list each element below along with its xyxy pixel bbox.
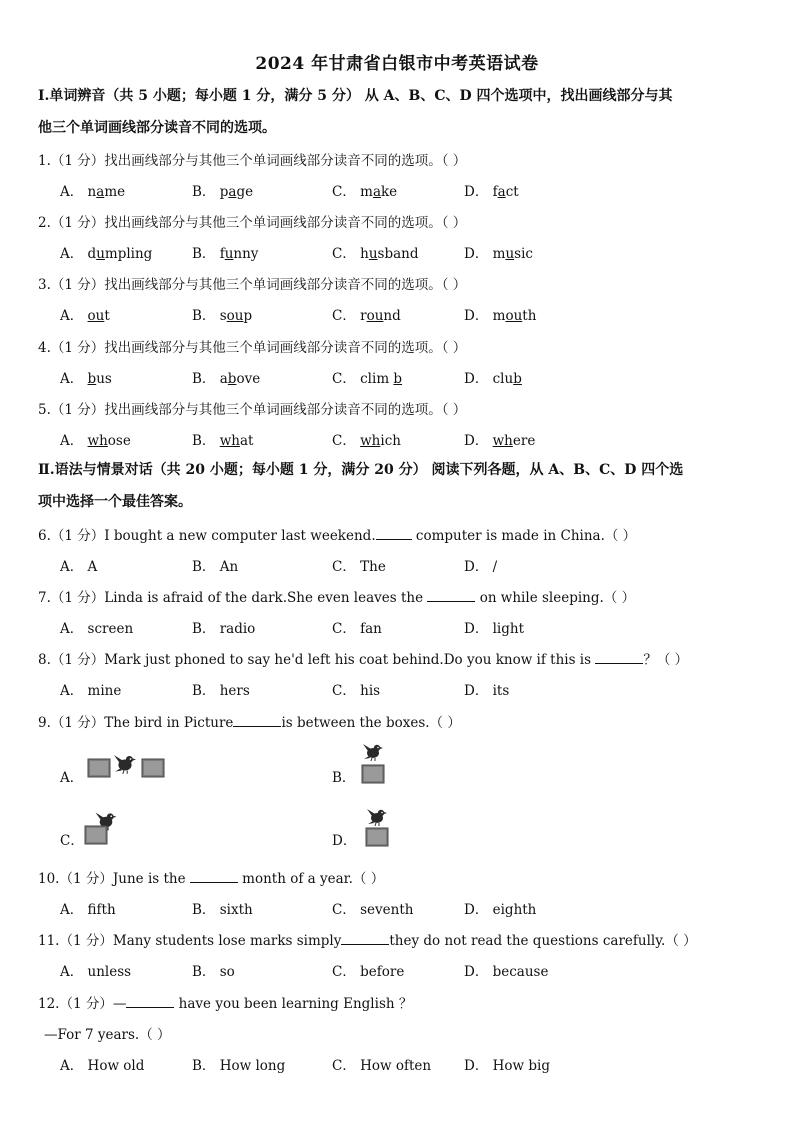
word-suffix: th — [522, 308, 537, 324]
option-b[interactable]: B． An — [192, 559, 239, 575]
question-7 — [38, 586, 760, 606]
word-suffix: ose — [107, 433, 131, 449]
underlined-part: b — [87, 371, 97, 387]
option-letter: A． — [60, 184, 88, 200]
word-suffix: ere — [512, 433, 536, 449]
question-12 — [38, 992, 760, 1012]
section-1-instructions — [38, 80, 760, 144]
question-reply-line: —For 7 years.（ ） — [44, 1027, 171, 1043]
box-right — [142, 759, 164, 777]
option-c[interactable] — [332, 242, 419, 262]
option-d[interactable]: D． eighth — [464, 902, 537, 918]
section-2-line-1: Ⅱ.语法与情景对话（共 20 小题；每小题 1 分，满分 20 分） 阅读下列各题，从 A、B、C、D 四个选 — [38, 462, 684, 478]
word-suffix: nd — [383, 308, 401, 324]
word-suffix: ich — [380, 433, 401, 449]
option-letter: A． — [60, 433, 88, 449]
word-prefix: f — [219, 246, 225, 262]
question-prompt: （1 分）找出画线部分与其他三个单词画线部分读音不同的选项。（ ） — [50, 277, 467, 293]
option-a[interactable] — [60, 304, 110, 324]
question-text-end: ？（ ） — [643, 652, 689, 668]
question-10 — [38, 867, 760, 887]
page-title: 2024 年甘肃省白银市中考英语试卷 — [255, 54, 539, 74]
bird-icon — [114, 755, 136, 774]
bird-icon — [367, 809, 387, 826]
bird-icon — [363, 744, 383, 761]
underlined-part: wh — [492, 433, 513, 449]
picture-c[interactable] — [82, 806, 124, 846]
picture-a[interactable] — [86, 745, 168, 779]
underlined-part: wh — [360, 433, 381, 449]
option-d[interactable]: D． — [332, 833, 357, 849]
word-prefix: clim — [360, 371, 394, 387]
option-b[interactable]: B． hers — [192, 683, 250, 699]
section-1-line-2: 他三个单词画线部分读音不同的选项。 — [38, 120, 276, 136]
option-letter: C． — [332, 371, 361, 387]
question-text-start: （1 分）I bought a new computer last weekend. — [50, 528, 376, 544]
option-letter: A． — [60, 308, 88, 324]
option-c[interactable]: C． The — [332, 559, 386, 575]
question-9 — [38, 711, 760, 731]
option-a[interactable] — [60, 429, 131, 449]
option-letter: B． — [192, 184, 220, 200]
option-b[interactable]: B． so — [192, 964, 235, 980]
option-c[interactable] — [332, 429, 401, 449]
question-1 — [38, 149, 760, 169]
underlined-part: b — [227, 371, 237, 387]
answer-blank — [341, 932, 389, 945]
question-number: 7. — [38, 590, 51, 606]
word-prefix: p — [219, 184, 229, 200]
answer-blank — [376, 527, 412, 540]
option-d[interactable]: D． because — [464, 964, 549, 980]
option-letter: C． — [332, 246, 361, 262]
word-prefix: r — [360, 308, 367, 324]
question-prompt: （1 分）找出画线部分与其他三个单词画线部分读音不同的选项。（ ） — [50, 153, 467, 169]
question-text-start: （1 分）The bird in Picture — [50, 715, 234, 731]
word-suffix: me — [104, 184, 126, 200]
option-letter: A． — [60, 246, 88, 262]
word-suffix: ge — [236, 184, 254, 200]
option-letter: D． — [464, 371, 493, 387]
question-number: 11. — [38, 933, 60, 949]
underlined-part: b — [393, 371, 403, 387]
word-prefix: a — [219, 371, 228, 387]
word-suffix: ct — [505, 184, 519, 200]
question-text-end: is between the boxes.（ ） — [281, 715, 461, 731]
question-text-start: （1 分）Many students lose marks simply — [59, 933, 342, 949]
section-1-line-1: Ⅰ.单词辨音（共 5 小题；每小题 1 分，满分 5 分） 从 A、B、C、D 四个选项中，找出画线部分与其 — [38, 88, 673, 104]
question-text-start: （1 分）June is the — [59, 871, 190, 887]
option-d[interactable]: D． How big — [464, 1058, 550, 1074]
picture-d[interactable] — [360, 806, 396, 848]
word-suffix: nny — [233, 246, 259, 262]
question-number: 3. — [38, 277, 51, 293]
question-number: 12. — [38, 996, 60, 1012]
option-letter: A． — [60, 371, 88, 387]
option-c[interactable] — [332, 367, 402, 387]
option-d[interactable]: D． / — [464, 559, 498, 575]
underlined-part: a — [228, 184, 237, 200]
option-c[interactable]: C． his — [332, 683, 381, 699]
option-d[interactable] — [464, 304, 536, 324]
answer-blank — [190, 870, 238, 883]
word-suffix: ove — [236, 371, 261, 387]
option-a[interactable] — [60, 367, 112, 387]
option-a[interactable] — [60, 242, 152, 262]
option-d[interactable] — [464, 180, 519, 200]
box-left — [88, 759, 110, 777]
option-c[interactable] — [332, 180, 397, 200]
answer-blank — [126, 995, 174, 1008]
word-prefix: clu — [492, 371, 514, 387]
option-letter: B． — [192, 246, 220, 262]
question-11 — [38, 929, 760, 949]
option-a[interactable]: A． mine — [60, 683, 122, 699]
word-prefix: n — [87, 184, 97, 200]
underlined-part: wh — [219, 433, 240, 449]
question-prompt: （1 分）找出画线部分与其他三个单词画线部分读音不同的选项。（ ） — [50, 402, 467, 418]
box — [85, 826, 107, 844]
underlined-part: u — [224, 246, 234, 262]
answer-blank — [595, 651, 643, 664]
option-b[interactable] — [192, 367, 260, 387]
word-suffix: sband — [377, 246, 419, 262]
word-prefix: m — [360, 184, 373, 200]
option-b[interactable]: B． — [332, 770, 356, 786]
option-b[interactable] — [192, 304, 252, 324]
word-suffix: t — [104, 308, 110, 324]
underlined-part: a — [497, 184, 506, 200]
question-text-start: （1 分）Mark just phoned to say he'd left his coat behind.Do you know if this is — [50, 652, 596, 668]
question-number: 1. — [38, 153, 51, 169]
option-d[interactable] — [464, 429, 535, 449]
question-text-end: have you been learning English ？ — [174, 996, 413, 1012]
option-b[interactable]: B． radio — [192, 621, 256, 637]
option-c[interactable] — [332, 304, 401, 324]
underlined-part: ou — [505, 308, 523, 324]
question-prompt: （1 分）找出画线部分与其他三个单词画线部分读音不同的选项。（ ） — [50, 340, 467, 356]
word-suffix: ke — [381, 184, 398, 200]
option-a[interactable]: A． unless — [60, 964, 132, 980]
word-prefix: m — [492, 308, 506, 324]
word-prefix: h — [360, 246, 369, 262]
word-suffix: sic — [514, 246, 533, 262]
option-d[interactable]: D． light — [464, 621, 525, 637]
question-text-end: they do not read the questions carefully.（ ） — [389, 933, 697, 949]
option-letter: D． — [464, 246, 493, 262]
underlined-part: a — [372, 184, 381, 200]
underlined-part: wh — [87, 433, 108, 449]
picture-b[interactable] — [356, 740, 392, 784]
underlined-part: ou — [226, 308, 244, 324]
option-letter: D． — [464, 184, 493, 200]
option-b[interactable] — [192, 429, 253, 449]
section-2-instructions — [38, 454, 760, 518]
word-prefix: f — [492, 184, 498, 200]
option-a[interactable]: A． — [60, 770, 84, 786]
question-2 — [38, 211, 760, 231]
word-prefix: d — [87, 246, 97, 262]
question-number: 8. — [38, 652, 51, 668]
option-c[interactable]: C． seventh — [332, 902, 414, 918]
underlined-part: b — [513, 371, 522, 387]
option-letter: D． — [464, 308, 493, 324]
underlined-part: a — [96, 184, 105, 200]
option-d[interactable] — [464, 242, 533, 262]
option-letter: C． — [332, 308, 361, 324]
option-c[interactable]: C． How often — [332, 1058, 432, 1074]
question-text-end: on while sleeping.（ ） — [475, 590, 636, 606]
option-letter: B． — [192, 308, 220, 324]
option-letter: C． — [332, 184, 361, 200]
question-number: 4. — [38, 340, 51, 356]
option-b[interactable] — [192, 180, 253, 200]
box — [362, 765, 384, 783]
underlined-part: u — [368, 246, 378, 262]
option-a[interactable]: A． screen — [60, 621, 134, 637]
answer-blank — [427, 589, 475, 602]
question-number: 10. — [38, 871, 60, 887]
underlined-part: u — [505, 246, 515, 262]
word-suffix: p — [243, 308, 253, 324]
box — [366, 828, 388, 846]
option-a[interactable]: A． fifth — [60, 902, 116, 918]
question-number: 5. — [38, 402, 51, 418]
question-4 — [38, 336, 760, 356]
option-c[interactable]: C． fan — [332, 621, 382, 637]
question-5 — [38, 398, 760, 418]
option-a[interactable] — [60, 180, 125, 200]
question-text-end: computer is made in China.（ ） — [411, 528, 637, 544]
question-number: 6. — [38, 528, 51, 544]
question-text-start: （1 分）Linda is afraid of the dark.She even leaves the — [50, 590, 428, 606]
question-number: 2. — [38, 215, 51, 231]
option-d[interactable] — [464, 367, 522, 387]
option-letter: C． — [332, 433, 361, 449]
question-6 — [38, 524, 760, 544]
word-prefix: m — [492, 246, 506, 262]
word-suffix: mpling — [104, 246, 153, 262]
option-a[interactable]: A． How old — [60, 1058, 145, 1074]
word-suffix: at — [239, 433, 254, 449]
word-prefix: s — [219, 308, 227, 324]
option-b[interactable]: B． sixth — [192, 902, 253, 918]
question-number: 9. — [38, 715, 51, 731]
underlined-part: u — [96, 246, 105, 262]
underlined-part: ou — [87, 308, 105, 324]
option-letter: B． — [192, 433, 220, 449]
question-prompt: （1 分）找出画线部分与其他三个单词画线部分读音不同的选项。（ ） — [50, 215, 467, 231]
option-letter: D． — [464, 433, 493, 449]
option-c[interactable]: C． — [60, 833, 84, 849]
question-text-end: month of a year.（ ） — [237, 871, 385, 887]
word-suffix: us — [96, 371, 112, 387]
option-b[interactable]: B． How long — [192, 1058, 286, 1074]
option-d[interactable]: D． its — [464, 683, 510, 699]
question-8 — [38, 648, 760, 668]
question-text-start: （1 分）— — [59, 996, 127, 1012]
answer-blank — [233, 714, 281, 727]
option-letter: B． — [192, 371, 220, 387]
section-2-line-2: 项中选择一个最佳答案。 — [38, 494, 192, 510]
underlined-part: ou — [366, 308, 384, 324]
option-c[interactable]: C． before — [332, 964, 405, 980]
option-a[interactable]: A． A — [60, 559, 98, 575]
question-3 — [38, 273, 760, 293]
option-b[interactable] — [192, 242, 258, 262]
